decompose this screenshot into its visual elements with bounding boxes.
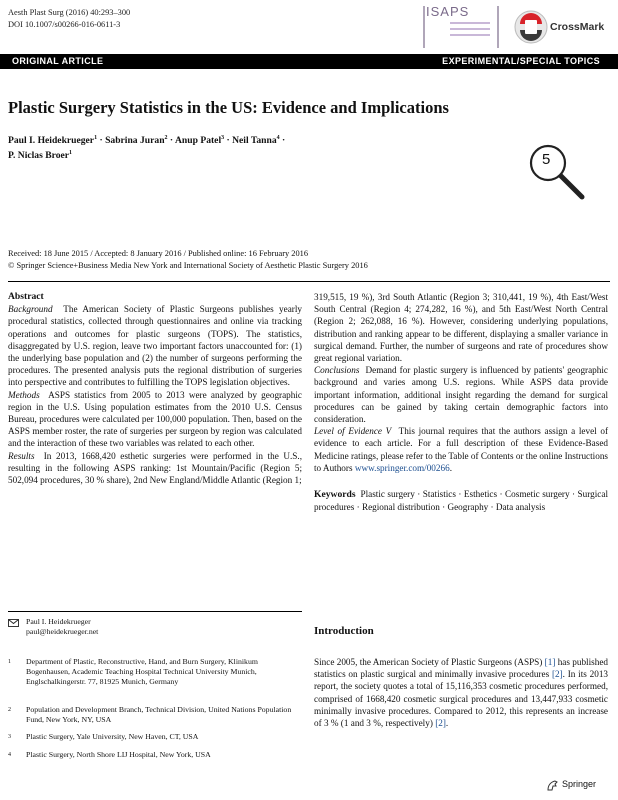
banner-right: EXPERIMENTAL/SPECIAL TOPICS <box>442 56 600 66</box>
abstract-results-cont: 319,515, 19 %), 3rd South Atlantic (Region 3; 310,441, 19 %), 4th East/West South Central (Region 4; 274,282, 16 %), and 5th East/West North Central (Region 2; 262,088, 16 %). However, considering underlying populations, distribution and ranking appear to be different, displaying a smaller variance in surgical demand. Further, the number of surgeons and rate of procedures show great regional variation. <box>314 292 608 364</box>
author-name: Sabrina Juran <box>105 135 165 147</box>
doi: DOI 10.1007/s00266-016-0611-3 <box>8 20 121 29</box>
author-name: Anup Patel <box>175 135 222 147</box>
abstract-background: Background The American Society of Plastic Surgeons publishes yearly procedural statistics, collected through questionnaires and online via tracking operations and outcomes for plastic surgeons (TOPS). The statistics, disaggregated by U.S. region, leave two important factors unaccounted for: (1) the underlying base population and (2) the number of surgeons performing the procedures. The presented analysis puts the regional distribution of surgeries into perspective and contributes to fulfilling the TOPS legislation objectives. <box>8 304 302 388</box>
correspondence-email[interactable]: paul@heidekrueger.net <box>26 627 99 637</box>
author-name: Neil Tanna <box>232 135 277 147</box>
affiliation-4: 4 Plastic Surgery, North Shore LIJ Hospital, New York, USA <box>8 750 211 759</box>
article-title: Plastic Surgery Statistics in the US: Evidence and Implications <box>8 98 449 117</box>
abstract-right <box>314 291 608 513</box>
author-list: Paul I. Heidekrueger$^1$ · Sabrina Juran$^2$ · Anup Patel$^3$ · Neil Tanna$^4$ · P. Niclas Broer$^1$ <box>8 135 286 162</box>
crossmark-icon <box>514 10 548 44</box>
springer-horse-icon <box>546 779 559 792</box>
affiliation-1: 1 Department of Plastic, Reconstructive, Hand, and Burn Surgery, Klinikum Bogenhausen, Academic Teaching Hospital Technical University Munich, Englschalkingerstr. 77, 81925 Munich, Germany <box>8 657 258 687</box>
author-name: Paul I. Heidekrueger <box>8 135 95 147</box>
affiliation-2: 2 Population and Development Branch, Technical Division, United Nations Population Fund, New York, NY, USA <box>8 705 292 725</box>
publication-history: Received: 18 June 2015 / Accepted: 8 January 2016 / Published online: 16 February 2016 © Springer Science+Business Media New York and International Society of Aesthetic Plastic Surgery 2016 <box>8 249 368 270</box>
abstract-left <box>8 291 302 486</box>
evidence-level-number: 5 <box>542 151 551 168</box>
banner-left: ORIGINAL ARTICLE <box>12 56 104 66</box>
crossmark-badge[interactable] <box>514 10 614 46</box>
isaps-logo: ISAPS <box>420 4 500 50</box>
keywords: Keywords Plastic surgery · Statistics · Esthetics · Cosmetic surgery · Surgical procedures · Regional distribution · Geography · Data analysis <box>314 489 608 513</box>
crossmark-label: CrossMark <box>550 21 605 33</box>
divider <box>8 281 610 282</box>
journal-citation: Aesth Plast Surg (2016) 40:293–300 <box>8 8 131 17</box>
springer-link[interactable]: www.springer.com/00266 <box>354 462 450 473</box>
author-name: P. Niclas Broer <box>8 150 70 162</box>
abstract-conclusions: Conclusions Demand for plastic surgery is influenced by patients' geographic background and varies among U.S. regions. While ASPS data provide important information, additional insight regarding the demand for surgical procedures can be gained by taking certain demographic factors into consideration. <box>314 365 609 425</box>
springer-logo <box>546 778 614 794</box>
envelope-icon <box>8 619 19 627</box>
magnifier-icon <box>528 143 588 203</box>
abstract-level-of-evidence: Level of Evidence V This journal requires that the authors assign a level of evidence to each article. For a full description of these Evidence-Based Medicine ratings, please refer to the Table of Contents or the online Instructions to Authors www.springer.com/00266. <box>314 426 608 473</box>
introduction-heading: Introduction <box>314 625 374 637</box>
citation-link[interactable]: [2] <box>551 669 563 680</box>
abstract-results: Results In 2013, 1668,420 esthetic surgeries were performed in the U.S., resulting in the following ASPS ranking: 1st Mountain/Pacific (Region 5; 502,094 procedures, 30 % share), 2nd New England/Middle Atlantic (Region 1; <box>8 450 302 486</box>
article-type-banner <box>0 54 618 69</box>
abstract-methods: Methods ASPS statistics from 2005 to 2013 were analyzed by geographic region in the U.S. Using population estimates from the 2010 U.S. Census Bureau, procedures were calculated per 100,000 population. Then, based on the ASPS member roster, the rate of surgeries per surgeon by region was calculated and the interaction of these two variables was related to each other. <box>8 389 302 449</box>
springer-wordmark: Springer <box>562 779 597 789</box>
evidence-level-badge <box>528 143 588 203</box>
introduction-body: Since 2005, the American Society of Plastic Surgeons (ASPS) [1] has published statistics on plastic surgical and minimally invasive procedures [2]. In its 2013 report, the society quotes a total of 15,116,353 cosmetic procedures performed, comprised of 1668,420 cosmetic surgical procedures and 13,447,933 cosmetic minimally invasive procedures. Compared to 2012, this represents an increase of 3 % (1 and 3 %, respectively) [2]. <box>314 657 609 729</box>
abstract-heading: Abstract <box>8 291 44 302</box>
divider <box>8 611 302 612</box>
citation-link[interactable]: [1] <box>544 657 556 667</box>
citation-link[interactable]: [2] <box>435 718 446 729</box>
correspondence-name: Paul I. Heidekrueger <box>26 617 91 626</box>
affiliation-3: 3 Plastic Surgery, Yale University, New Haven, CT, USA <box>8 732 199 741</box>
